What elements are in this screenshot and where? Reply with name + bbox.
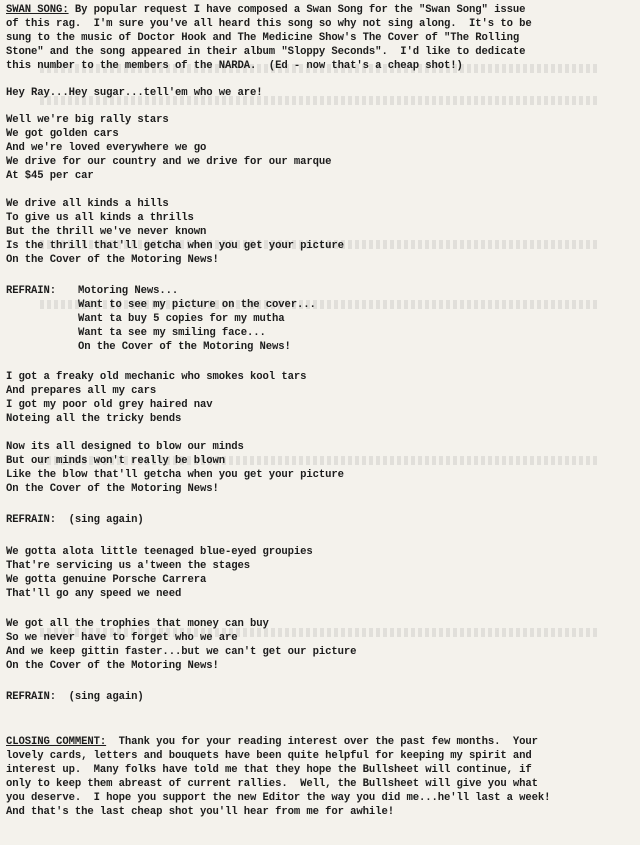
lyric-line: Noteing all the tricky bends	[6, 413, 182, 425]
lyric-line: We drive for our country and we drive for our marque	[6, 156, 332, 168]
lyric-line: On the Cover of the Motoring News!	[6, 660, 219, 672]
lyric-line: I got a freaky old mechanic who smokes kool tars	[6, 371, 307, 383]
lyric-line: So we never have to forget who we are	[6, 632, 238, 644]
lyric-line: Is the thrill that'll getcha when you get your picture	[6, 240, 344, 252]
lyric-line: Well we're big rally stars	[6, 114, 169, 126]
refrain-label: REFRAIN:	[6, 285, 57, 297]
refrain-line: Motoring News...	[78, 285, 179, 297]
lyric-line: To give us all kinds a thrills	[6, 212, 194, 224]
lyric-line: But our minds won't really be blown	[6, 455, 226, 467]
refrain-again: REFRAIN: (sing again)	[6, 691, 144, 703]
lyric-line: That're servicing us a'tween the stages	[6, 560, 251, 572]
lyric-line: We got golden cars	[6, 128, 119, 140]
lyric-line: At $45 per car	[6, 170, 94, 182]
intro-line: SWAN SONG: By popular request I have composed a Swan Song for the "Swan Song" issue	[6, 4, 526, 16]
lyric-line: We got all the trophies that money can buy	[6, 618, 269, 630]
lyric-line: We gotta alota little teenaged blue-eyed groupies	[6, 546, 313, 558]
lyric-line: And we're loved everywhere we go	[6, 142, 207, 154]
refrain-again: REFRAIN: (sing again)	[6, 514, 144, 526]
lyric-line: We gotta genuine Porsche Carrera	[6, 574, 207, 586]
lyric-line: On the Cover of the Motoring News!	[6, 254, 219, 266]
lyric-line: On the Cover of the Motoring News!	[6, 483, 219, 495]
refrain-line: Want to see my picture on the cover...	[78, 299, 316, 311]
closing-line: CLOSING COMMENT: Thank you for your reading interest over the past few months. Your	[6, 736, 538, 748]
lyric-line: Now its all designed to blow our minds	[6, 441, 244, 453]
refrain-line: Want ta buy 5 copies for my mutha	[78, 313, 285, 325]
swan-song-heading: SWAN SONG:	[6, 4, 69, 16]
refrain-line: On the Cover of the Motoring News!	[78, 341, 291, 353]
intro-line: Stone" and the song appeared in their album "Sloppy Seconds". I'd like to dedicate	[6, 46, 526, 58]
lyric-line: That'll go any speed we need	[6, 588, 182, 600]
closing-line: interest up. Many folks have told me that they hope the Bullsheet will continue, if	[6, 764, 532, 776]
lyric-line: We drive all kinds a hills	[6, 198, 169, 210]
closing-line: only to keep them abreast of current rallies. Well, the Bullsheet will give you what	[6, 778, 538, 790]
intro-line: of this rag. I'm sure you've all heard this song so why not sing along. It's to be	[6, 18, 532, 30]
lyric-line: And we keep gittin faster...but we can't get our picture	[6, 646, 357, 658]
closing-line: you deserve. I hope you support the new Editor the way you did me...he'll last a week!	[6, 792, 551, 804]
intro-line: sung to the music of Doctor Hook and The Medicine Show's The Cover of "The Rolling	[6, 32, 520, 44]
lyric-line: But the thrill we've never known	[6, 226, 207, 238]
lyric-line: And prepares all my cars	[6, 385, 157, 397]
closing-comment-heading: CLOSING COMMENT:	[6, 736, 107, 748]
lyric-line: I got my poor old grey haired nav	[6, 399, 213, 411]
closing-line: lovely cards, letters and bouquets have been quite helpful for keeping my spirit and	[6, 750, 532, 762]
intro-line: this number to the members of the NARDA. (Ed - now that's a cheap shot!)	[6, 60, 463, 72]
lyric-line: Like the blow that'll getcha when you get your picture	[6, 469, 344, 481]
song-opening: Hey Ray...Hey sugar...tell'em who we are!	[6, 87, 263, 99]
closing-line: And that's the last cheap shot you'll hear from me for awhile!	[6, 806, 394, 818]
refrain-line: Want ta see my smiling face...	[78, 327, 266, 339]
